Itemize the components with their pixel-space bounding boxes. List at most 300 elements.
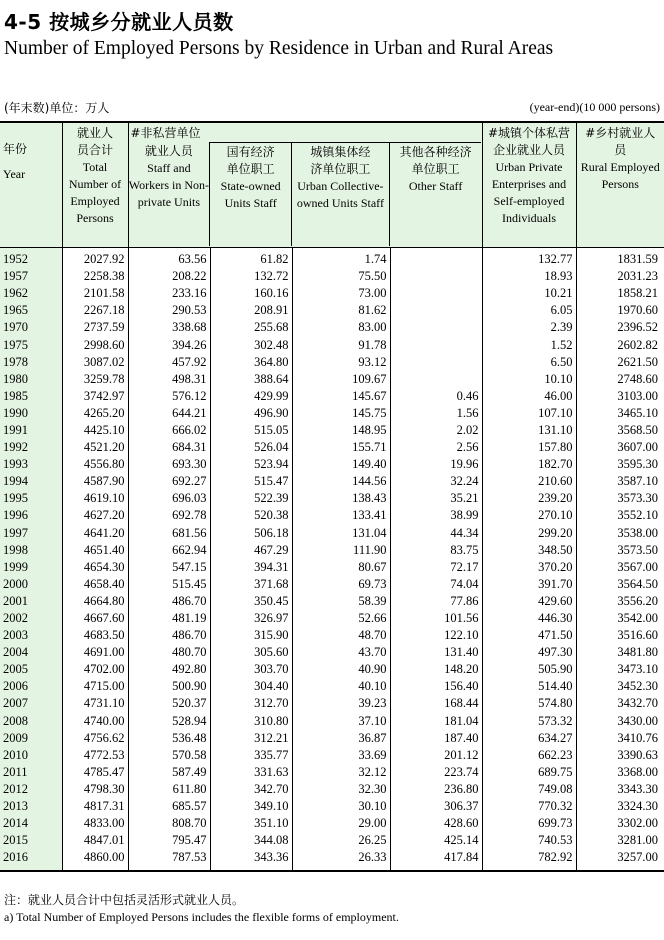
header-year (0, 122, 62, 248)
cell-year: 1962 (0, 285, 62, 302)
cell-other: 2.02 (390, 422, 482, 439)
cell-collective: 32.30 (292, 781, 390, 798)
cell-other: 0.46 (390, 388, 482, 405)
cell-year: 1985 (0, 388, 62, 405)
cell-rural: 2031.23 (617, 269, 658, 284)
cell-year: 1990 (0, 405, 62, 422)
cell-soe: 132.72 (210, 268, 292, 285)
cell-total: 4798.30 (62, 781, 128, 798)
cell-total: 2998.60 (62, 336, 128, 353)
table-row (0, 644, 664, 661)
table-row (0, 388, 664, 405)
cell-total: 4556.80 (62, 456, 128, 473)
cell-nonprivate: 685.57 (128, 798, 210, 815)
cell-other: 35.21 (390, 490, 482, 507)
cell-private: 471.50 (482, 627, 576, 644)
table-row (0, 849, 664, 871)
cell-total: 4667.60 (62, 610, 128, 627)
cell-total: 4521.20 (62, 439, 128, 456)
table-row (0, 610, 664, 627)
cell-nonprivate: 681.56 (128, 525, 210, 542)
cell-soe: 520.38 (210, 507, 292, 524)
cell-collective: 43.70 (292, 644, 390, 661)
table-row (0, 713, 664, 730)
cell-private: 2.39 (482, 319, 576, 336)
table-body (0, 248, 664, 872)
cell-total: 4731.10 (62, 695, 128, 712)
cell-nonprivate: 587.49 (128, 764, 210, 781)
cell-year: 1993 (0, 456, 62, 473)
cell-rural: 3516.60 (617, 628, 658, 643)
cell-soe: 523.94 (210, 456, 292, 473)
header-rural (576, 122, 664, 248)
cell-collective: 81.62 (292, 302, 390, 319)
cell-other: 2.56 (390, 439, 482, 456)
cell-private: 429.60 (482, 593, 576, 610)
unit-label-zh: (年末数)单位：万人 (4, 101, 110, 115)
employment-table (0, 121, 664, 872)
cell-total: 4627.20 (62, 507, 128, 524)
table-header-row (0, 122, 664, 248)
cell-soe: 304.40 (210, 678, 292, 695)
cell-collective: 149.40 (292, 456, 390, 473)
header-year-en: Year (3, 167, 26, 181)
cell-collective: 26.33 (292, 849, 390, 871)
table-row (0, 302, 664, 319)
cell-nonprivate: 486.70 (128, 593, 210, 610)
cell-rural: 3556.20 (617, 593, 658, 608)
table-row (0, 678, 664, 695)
cell-other: 417.84 (390, 849, 482, 871)
cell-soe: 388.64 (210, 371, 292, 388)
cell-rural: 3542.00 (617, 611, 658, 626)
cell-total: 4664.80 (62, 593, 128, 610)
cell-collective: 33.69 (292, 747, 390, 764)
cell-nonprivate: 795.47 (128, 832, 210, 849)
cell-soe: 350.45 (210, 593, 292, 610)
cell-rural: 3302.00 (617, 816, 658, 831)
cell-total: 4587.90 (62, 473, 128, 490)
cell-soe: 342.70 (210, 781, 292, 798)
cell-other (390, 285, 482, 302)
cell-soe: 305.60 (210, 644, 292, 661)
page-title-zh: 4-5 按城乡分就业人员数 (4, 10, 234, 34)
cell-soe: 343.36 (210, 849, 292, 871)
cell-collective: 36.87 (292, 730, 390, 747)
cell-collective: 1.74 (292, 248, 390, 269)
table-row (0, 798, 664, 815)
table-row (0, 730, 664, 747)
cell-year: 2015 (0, 832, 62, 849)
cell-collective: 111.90 (292, 542, 390, 559)
cell-other: 148.20 (390, 661, 482, 678)
cell-rural: 3607.00 (617, 440, 658, 455)
cell-soe: 335.77 (210, 747, 292, 764)
cell-other: 32.24 (390, 473, 482, 490)
header-nonprivate-subcolumns (129, 142, 482, 246)
cell-collective: 40.90 (292, 661, 390, 678)
cell-private: 782.92 (482, 849, 576, 871)
table-row (0, 268, 664, 285)
cell-rural: 3430.00 (617, 713, 658, 728)
cell-total: 4702.00 (62, 661, 128, 678)
cell-nonprivate: 528.94 (128, 713, 210, 730)
cell-total: 2267.18 (62, 302, 128, 319)
cell-year: 2007 (0, 695, 62, 712)
footnote-en: a) Total Number of Employed Persons includes the flexible forms of employment. (4, 910, 399, 924)
table-row (0, 285, 664, 302)
cell-year: 2004 (0, 644, 62, 661)
cell-year: 1995 (0, 490, 62, 507)
cell-collective: 52.66 (292, 610, 390, 627)
cell-private: 18.93 (482, 268, 576, 285)
cell-year: 1952 (0, 248, 62, 269)
cell-rural: 1970.60 (617, 303, 658, 318)
cell-nonprivate: 486.70 (128, 627, 210, 644)
cell-other: 306.37 (390, 798, 482, 815)
cell-collective: 26.25 (292, 832, 390, 849)
header-collective-en: Urban Collective-owned Units Staff (296, 179, 384, 210)
cell-other: 101.56 (390, 610, 482, 627)
header-other-en: Other Staff (408, 179, 463, 193)
cell-rural: 2396.52 (617, 320, 658, 335)
cell-soe: 515.05 (210, 422, 292, 439)
cell-nonprivate: 684.31 (128, 439, 210, 456)
cell-collective: 138.43 (292, 490, 390, 507)
cell-year: 2009 (0, 730, 62, 747)
cell-soe: 310.80 (210, 713, 292, 730)
cell-year: 1998 (0, 542, 62, 559)
cell-total: 4817.31 (62, 798, 128, 815)
cell-private: 370.20 (482, 559, 576, 576)
cell-soe: 61.82 (210, 248, 292, 269)
cell-collective: 93.12 (292, 354, 390, 371)
cell-soe: 160.16 (210, 285, 292, 302)
cell-year: 2003 (0, 627, 62, 644)
cell-year: 2014 (0, 815, 62, 832)
cell-private: 132.77 (482, 248, 576, 269)
cell-rural: 3564.50 (617, 576, 658, 591)
cell-nonprivate: 692.27 (128, 473, 210, 490)
cell-private: 634.27 (482, 730, 576, 747)
cell-collective: 148.95 (292, 422, 390, 439)
cell-private: 573.32 (482, 713, 576, 730)
cell-collective: 133.41 (292, 507, 390, 524)
cell-nonprivate: 515.45 (128, 576, 210, 593)
header-nonprivate-sub-zh: 就业人员 (144, 144, 193, 158)
cell-soe: 467.29 (210, 542, 292, 559)
cell-other (390, 268, 482, 285)
cell-year: 2005 (0, 661, 62, 678)
cell-year: 1978 (0, 354, 62, 371)
cell-private: 770.32 (482, 798, 576, 815)
cell-rural: 3538.00 (617, 525, 658, 540)
table-row (0, 248, 664, 269)
cell-total: 2258.38 (62, 268, 128, 285)
cell-soe: 515.47 (210, 473, 292, 490)
cell-other: 38.99 (390, 507, 482, 524)
cell-total: 3087.02 (62, 354, 128, 371)
cell-private: 574.80 (482, 695, 576, 712)
cell-year: 2010 (0, 747, 62, 764)
cell-soe: 255.68 (210, 319, 292, 336)
cell-total: 4651.40 (62, 542, 128, 559)
header-other-zh: 其他各种经济单位职工 (399, 145, 472, 176)
header-soe-en: State-owned Units Staff (220, 179, 281, 210)
cell-total: 4833.00 (62, 815, 128, 832)
cell-private: 6.05 (482, 302, 576, 319)
cell-nonprivate: 498.31 (128, 371, 210, 388)
cell-year: 2008 (0, 713, 62, 730)
cell-rural: 3573.30 (617, 491, 658, 506)
cell-other: 236.80 (390, 781, 482, 798)
cell-nonprivate: 492.80 (128, 661, 210, 678)
cell-nonprivate: 290.53 (128, 302, 210, 319)
header-private (482, 122, 576, 248)
cell-collective: 83.00 (292, 319, 390, 336)
cell-collective: 155.71 (292, 439, 390, 456)
cell-other: 201.12 (390, 747, 482, 764)
cell-total: 4715.00 (62, 678, 128, 695)
cell-collective: 29.00 (292, 815, 390, 832)
cell-year: 1994 (0, 473, 62, 490)
cell-year: 2001 (0, 593, 62, 610)
cell-private: 270.10 (482, 507, 576, 524)
cell-collective: 91.78 (292, 336, 390, 353)
table-row (0, 336, 664, 353)
header-nonprivate-staff (129, 142, 211, 246)
cell-rural: 3587.10 (617, 474, 658, 489)
cell-private: 749.08 (482, 781, 576, 798)
cell-rural: 3567.00 (617, 559, 658, 574)
cell-collective: 39.23 (292, 695, 390, 712)
cell-soe: 344.08 (210, 832, 292, 849)
cell-rural: 3452.30 (617, 679, 658, 694)
cell-year: 2002 (0, 610, 62, 627)
cell-rural: 2748.60 (617, 371, 658, 386)
cell-total: 4772.53 (62, 747, 128, 764)
cell-rural: 1831.59 (617, 252, 658, 267)
cell-soe: 496.90 (210, 405, 292, 422)
cell-collective: 80.67 (292, 559, 390, 576)
cell-other (390, 248, 482, 269)
header-rural-en: Rural Employed Persons (580, 160, 660, 191)
cell-collective: 40.10 (292, 678, 390, 695)
table-row (0, 473, 664, 490)
cell-soe: 312.21 (210, 730, 292, 747)
cell-nonprivate: 480.70 (128, 644, 210, 661)
cell-rural: 3568.50 (617, 422, 658, 437)
cell-collective: 32.12 (292, 764, 390, 781)
table-row (0, 525, 664, 542)
cell-rural: 3390.63 (617, 747, 658, 762)
table-row (0, 542, 664, 559)
header-nonprivate-group (128, 122, 482, 248)
cell-other (390, 302, 482, 319)
header-soe-zh: 国有经济单位职工 (226, 145, 275, 176)
cell-rural: 3410.76 (617, 730, 658, 745)
cell-collective: 144.56 (292, 473, 390, 490)
cell-year: 1996 (0, 507, 62, 524)
header-nonprivate-zh: #非私营单位 (130, 126, 201, 140)
cell-collective: 48.70 (292, 627, 390, 644)
unit-label-en: (year-end)(10 000 persons) (529, 100, 660, 114)
cell-year: 1980 (0, 371, 62, 388)
table-row (0, 422, 664, 439)
cell-other (390, 354, 482, 371)
cell-private: 10.10 (482, 371, 576, 388)
cell-soe: 208.91 (210, 302, 292, 319)
cell-year: 1991 (0, 422, 62, 439)
cell-year: 2011 (0, 764, 62, 781)
cell-total: 4785.47 (62, 764, 128, 781)
cell-nonprivate: 666.02 (128, 422, 210, 439)
footnote-zh: 注：就业人员合计中包括灵活形式就业人员。 (4, 893, 245, 907)
cell-nonprivate: 662.94 (128, 542, 210, 559)
cell-total: 2027.92 (62, 248, 128, 269)
cell-other: 187.40 (390, 730, 482, 747)
cell-rural: 3432.70 (617, 696, 658, 711)
cell-nonprivate: 692.78 (128, 507, 210, 524)
cell-soe: 349.10 (210, 798, 292, 815)
cell-soe: 429.99 (210, 388, 292, 405)
cell-total: 4691.00 (62, 644, 128, 661)
table-row (0, 576, 664, 593)
cell-collective: 30.10 (292, 798, 390, 815)
cell-year: 1999 (0, 559, 62, 576)
cell-total: 3259.78 (62, 371, 128, 388)
cell-nonprivate: 547.15 (128, 559, 210, 576)
cell-other: 156.40 (390, 678, 482, 695)
cell-soe: 331.63 (210, 764, 292, 781)
cell-year: 2012 (0, 781, 62, 798)
cell-nonprivate: 644.21 (128, 405, 210, 422)
cell-other: 223.74 (390, 764, 482, 781)
table-row (0, 490, 664, 507)
header-other (390, 142, 482, 246)
cell-rural: 2621.50 (617, 354, 658, 369)
cell-other: 72.17 (390, 559, 482, 576)
table-row (0, 354, 664, 371)
header-collective (292, 142, 390, 246)
cell-nonprivate: 693.30 (128, 456, 210, 473)
cell-other: 83.75 (390, 542, 482, 559)
cell-total: 4425.10 (62, 422, 128, 439)
cell-other (390, 319, 482, 336)
cell-soe: 312.70 (210, 695, 292, 712)
cell-rural: 3465.10 (617, 405, 658, 420)
header-year-zh: 年份 (3, 142, 28, 156)
cell-rural: 3281.00 (617, 833, 658, 848)
cell-soe: 326.97 (210, 610, 292, 627)
cell-private: 1.52 (482, 336, 576, 353)
cell-nonprivate: 536.48 (128, 730, 210, 747)
header-total-zh: 就业人员合计 (76, 126, 113, 157)
cell-nonprivate: 576.12 (128, 388, 210, 405)
header-collective-zh: 城镇集体经济单位职工 (310, 145, 371, 176)
cell-other: 131.40 (390, 644, 482, 661)
cell-private: 210.60 (482, 473, 576, 490)
cell-collective: 69.73 (292, 576, 390, 593)
cell-nonprivate: 611.80 (128, 781, 210, 798)
table-row (0, 781, 664, 798)
cell-private: 239.20 (482, 490, 576, 507)
cell-other: 122.10 (390, 627, 482, 644)
cell-soe: 351.10 (210, 815, 292, 832)
cell-total: 2101.58 (62, 285, 128, 302)
table-row (0, 371, 664, 388)
cell-nonprivate: 457.92 (128, 354, 210, 371)
cell-rural: 3573.50 (617, 542, 658, 557)
header-private-zh: #城镇个体私营企业就业人员 (487, 126, 571, 157)
cell-soe: 394.31 (210, 559, 292, 576)
cell-rural: 3552.10 (617, 508, 658, 523)
cell-other: 168.44 (390, 695, 482, 712)
cell-total: 4683.50 (62, 627, 128, 644)
cell-rural: 3343.30 (617, 781, 658, 796)
table-row (0, 747, 664, 764)
cell-year: 1992 (0, 439, 62, 456)
cell-soe: 526.04 (210, 439, 292, 456)
cell-other: 19.96 (390, 456, 482, 473)
cell-private: 689.75 (482, 764, 576, 781)
table-row (0, 661, 664, 678)
table-row (0, 507, 664, 524)
table-row (0, 405, 664, 422)
cell-private: 157.80 (482, 439, 576, 456)
cell-total: 4654.30 (62, 559, 128, 576)
table-row (0, 815, 664, 832)
cell-rural: 1858.21 (617, 286, 658, 301)
cell-collective: 145.67 (292, 388, 390, 405)
cell-total: 4847.01 (62, 832, 128, 849)
cell-year: 1970 (0, 319, 62, 336)
header-soe (210, 142, 292, 246)
cell-soe: 506.18 (210, 525, 292, 542)
cell-soe: 303.70 (210, 661, 292, 678)
table-row (0, 319, 664, 336)
cell-total: 4740.00 (62, 713, 128, 730)
cell-other: 181.04 (390, 713, 482, 730)
cell-private: 107.10 (482, 405, 576, 422)
cell-collective: 109.67 (292, 371, 390, 388)
cell-soe: 315.90 (210, 627, 292, 644)
cell-rural: 2602.82 (617, 337, 658, 352)
cell-rural: 3324.30 (617, 799, 658, 814)
cell-collective: 131.04 (292, 525, 390, 542)
cell-collective: 37.10 (292, 713, 390, 730)
cell-private: 131.10 (482, 422, 576, 439)
cell-private: 10.21 (482, 285, 576, 302)
cell-private: 699.73 (482, 815, 576, 832)
header-private-en: Urban Private Enterprises and Self-employed Individuals (491, 160, 567, 225)
cell-private: 505.90 (482, 661, 576, 678)
cell-other: 428.60 (390, 815, 482, 832)
header-total (62, 122, 128, 248)
header-total-en: Total Number of Employed Persons (68, 160, 122, 225)
cell-other (390, 336, 482, 353)
cell-private: 182.70 (482, 456, 576, 473)
table-row (0, 627, 664, 644)
cell-private: 299.20 (482, 525, 576, 542)
cell-other: 1.56 (390, 405, 482, 422)
cell-soe: 371.68 (210, 576, 292, 593)
cell-private: 740.53 (482, 832, 576, 849)
cell-private: 497.30 (482, 644, 576, 661)
table-row (0, 559, 664, 576)
cell-collective: 58.39 (292, 593, 390, 610)
cell-total: 4756.62 (62, 730, 128, 747)
